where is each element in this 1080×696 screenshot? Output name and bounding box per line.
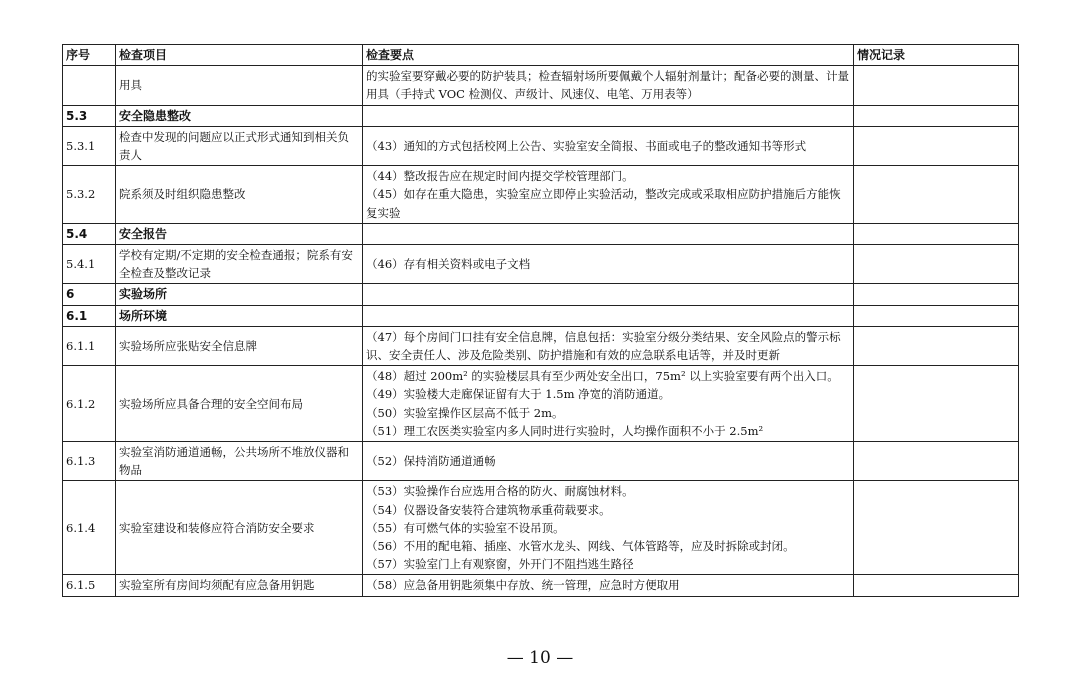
- section-number: 5.3: [63, 105, 116, 126]
- table-row: [63, 245, 1019, 284]
- item-number: 6.1.5: [63, 575, 116, 596]
- check-point-line: （52）保持消防通道通畅: [366, 454, 496, 469]
- table-row: [63, 481, 1019, 575]
- header-no: 序号: [63, 45, 116, 66]
- check-points: [363, 66, 854, 105]
- table-body: [63, 66, 1019, 596]
- table-row: [63, 166, 1019, 224]
- check-point-line: （48）超过 200m² 的实验楼层具有至少两处安全出口，75m² 以上实验室要有两个出入口。: [366, 369, 839, 384]
- record-cell: [854, 575, 1019, 596]
- check-point-line: （54）仪器设备安装符合建筑物承重荷载要求。: [366, 502, 611, 517]
- record-cell: [854, 126, 1019, 165]
- check-points: [363, 245, 854, 284]
- item-number: 5.3.2: [63, 166, 116, 224]
- record-cell: [854, 326, 1019, 365]
- check-point-line: （45）如存在重大隐患，实验室应立即停止实验活动，整改完成或采取相应防护措施后方能恢复实验: [366, 187, 841, 220]
- check-item: 学校有定期/不定期的安全检查通报；院系有安全检查及整改记录: [116, 245, 363, 284]
- table-row: [63, 366, 1019, 442]
- item-number: 6.1.4: [63, 481, 116, 575]
- inspection-table: [62, 44, 1019, 597]
- check-point-line: （47）每个房间门口挂有安全信息牌，信息包括：实验室分级分类结果、安全风险点的警示标识、安全责任人、涉及危险类别、防护措施和有效的应急联系电话等，并及时更新: [366, 329, 841, 363]
- section-points: [363, 223, 854, 244]
- record-cell: [854, 366, 1019, 442]
- section-points: [363, 305, 854, 326]
- record-cell: [854, 481, 1019, 575]
- item-number: 5.3.1: [63, 126, 116, 165]
- check-points: [363, 366, 854, 442]
- section-record: [854, 284, 1019, 305]
- check-point-line: （56）不用的配电箱、插座、水管水龙头、网线、气体管路等，应及时拆除或封闭。: [366, 539, 795, 554]
- section-number: 6: [63, 284, 116, 305]
- record-cell: [854, 442, 1019, 481]
- check-point-line: （49）实验楼大走廊保证留有大于 1.5m 净宽的消防通道。: [366, 387, 671, 402]
- check-point-line: 的实验室要穿戴必要的防护装具；检查辐射场所要佩戴个人辐射剂量计；配备必要的测量、计量用具（手持式 VOC 检测仪、声级计、风速仪、电笔、万用表等）: [366, 69, 849, 102]
- check-item: 实验室所有房间均须配有应急备用钥匙: [116, 575, 363, 596]
- section-title: 实验场所: [116, 284, 363, 305]
- table-row: [63, 66, 1019, 105]
- check-points: [363, 326, 854, 365]
- section-row: [63, 284, 1019, 305]
- check-points: [363, 166, 854, 224]
- section-points: [363, 105, 854, 126]
- check-point-line: （43）通知的方式包括校网上公告、实验室安全简报、书面或电子的整改通知书等形式: [366, 138, 807, 153]
- section-record: [854, 105, 1019, 126]
- record-cell: [854, 66, 1019, 105]
- check-item: 实验室建设和装修应符合消防安全要求: [116, 481, 363, 575]
- table-row: [63, 442, 1019, 481]
- check-points: [363, 126, 854, 165]
- check-item: 实验场所应张贴安全信息牌: [116, 326, 363, 365]
- table-row: [63, 575, 1019, 596]
- header-points: 检查要点: [363, 45, 854, 66]
- header-item: 检查项目: [116, 45, 363, 66]
- section-title: 场所环境: [116, 305, 363, 326]
- header-row: [63, 45, 1019, 66]
- item-number: 6.1.2: [63, 366, 116, 442]
- check-points: [363, 442, 854, 481]
- item-number: 5.4.1: [63, 245, 116, 284]
- check-point-line: （46）存有相关资料或电子文档: [366, 257, 531, 272]
- record-cell: [854, 166, 1019, 224]
- check-item: 检查中发现的问题应以正式形式通知到相关负责人: [116, 126, 363, 165]
- section-number: 5.4: [63, 223, 116, 244]
- table-row: [63, 326, 1019, 365]
- check-point-line: （44）整改报告应在规定时间内提交学校管理部门。: [366, 169, 634, 184]
- check-point-line: （51）理工农医类实验室内多人同时进行实验时，人均操作面积不小于 2.5m²: [366, 423, 764, 438]
- page-number: — 10 —: [506, 648, 574, 668]
- item-number: 6.1.1: [63, 326, 116, 365]
- check-point-line: （53）实验操作台应选用合格的防火、耐腐蚀材料。: [366, 484, 634, 499]
- header-record: 情况记录: [854, 45, 1019, 66]
- item-number: [63, 66, 116, 105]
- section-row: [63, 105, 1019, 126]
- check-item: 院系须及时组织隐患整改: [116, 166, 363, 224]
- check-points: [363, 481, 854, 575]
- check-points: [363, 575, 854, 596]
- record-cell: [854, 245, 1019, 284]
- check-point-line: （57）实验室门上有观察窗，外开门不阻挡逃生路径: [366, 557, 634, 572]
- section-title: 安全隐患整改: [116, 105, 363, 126]
- check-item: 实验场所应具备合理的安全空间布局: [116, 366, 363, 442]
- section-number: 6.1: [63, 305, 116, 326]
- check-item: 用具: [116, 66, 363, 105]
- check-point-line: （55）有可燃气体的实验室不设吊顶。: [366, 520, 565, 535]
- section-points: [363, 284, 854, 305]
- table-row: [63, 126, 1019, 165]
- check-item: 实验室消防通道通畅，公共场所不堆放仪器和物品: [116, 442, 363, 481]
- section-record: [854, 223, 1019, 244]
- section-row: [63, 305, 1019, 326]
- item-number: 6.1.3: [63, 442, 116, 481]
- section-record: [854, 305, 1019, 326]
- check-point-line: （58）应急备用钥匙须集中存放、统一管理，应急时方便取用: [366, 578, 680, 593]
- section-title: 安全报告: [116, 223, 363, 244]
- check-point-line: （50）实验室操作区层高不低于 2m。: [366, 405, 564, 420]
- section-row: [63, 223, 1019, 244]
